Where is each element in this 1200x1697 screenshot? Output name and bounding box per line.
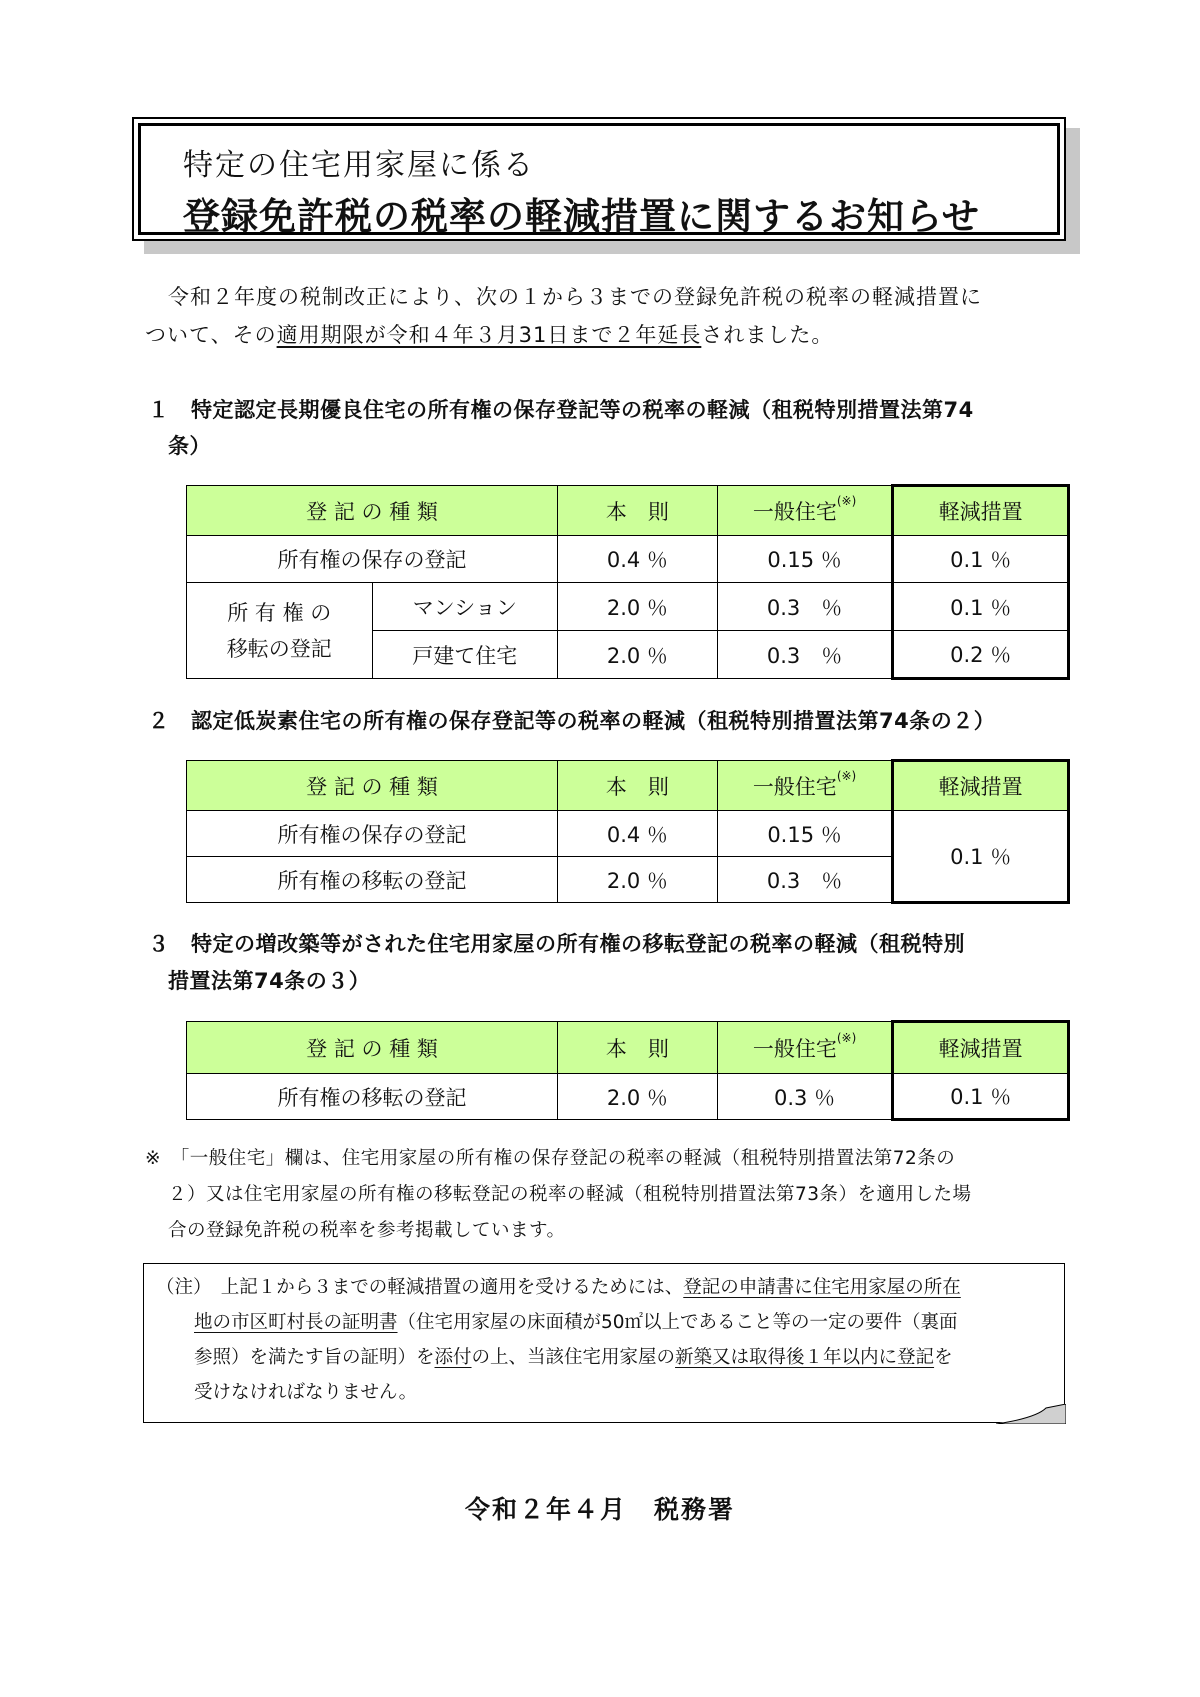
note-box xyxy=(143,1263,1065,1423)
cell-ippan: 0.3 ％ xyxy=(717,631,893,679)
header-ippan: 一般住宅(※) xyxy=(717,1022,893,1074)
title-box xyxy=(132,117,1066,241)
footnote-line-2: ２）又は住宅用家屋の所有権の移転登記の税率の軽減（租税特別措置法第73条）を適用した場 xyxy=(168,1184,972,1205)
table-row xyxy=(187,583,1069,631)
cell-type: 所有権の移転の登記 xyxy=(187,1074,558,1120)
cell-keigen: 0.1 ％ xyxy=(893,1074,1069,1120)
section1-heading-cont: 条） xyxy=(168,434,211,458)
intro-line-2 xyxy=(145,316,833,354)
table-header-row xyxy=(187,486,1069,536)
cell-ippan: 0.3 ％ xyxy=(717,1074,893,1120)
cell-honsoku: 2.0 ％ xyxy=(558,1074,718,1120)
intro-line-1: 令和２年度の税制改正により、次の１から３までの登録免許税の税率の軽減措置に xyxy=(168,285,982,309)
title-subtitle: 特定の住宅用家屋に係る xyxy=(183,148,535,183)
page-curl-icon xyxy=(996,1404,1066,1424)
cell-ippan: 0.15 ％ xyxy=(717,536,893,583)
header-type: 登 記 の 種 類 xyxy=(187,761,558,811)
cell-ippan: 0.3 ％ xyxy=(717,583,893,631)
cell-ippan: 0.3 ％ xyxy=(717,857,893,903)
table-row xyxy=(187,536,1069,583)
cell-honsoku: 2.0 ％ xyxy=(558,857,718,903)
cell-keigen: 0.1 ％ xyxy=(893,583,1069,631)
title-inner-frame xyxy=(138,123,1060,238)
table-header-row xyxy=(187,761,1069,811)
section1-table xyxy=(186,484,1070,680)
cell-group-label: 所 有 権 の 移転の登記 xyxy=(187,583,373,679)
cell-subtype: 戸建て住宅 xyxy=(372,631,558,679)
header-ippan: 一般住宅(※) xyxy=(717,761,893,811)
cell-ippan: 0.15 ％ xyxy=(717,811,893,857)
cell-honsoku: 2.0 ％ xyxy=(558,583,718,631)
cell-type: 所有権の保存の登記 xyxy=(187,811,558,857)
intro-underlined: 適用期限が令和４年３月31日まで２年延長 xyxy=(276,323,702,347)
footnote-line-3: 合の登録免許税の税率を参考掲載しています。 xyxy=(168,1220,566,1241)
header-keigen: 軽減措置 xyxy=(893,486,1069,536)
section1-heading: １ 特定認定長期優良住宅の所有権の保存登記等の税率の軽減（租税特別措置法第74 xyxy=(148,398,974,422)
footnote-line-1: ※ 「一般住宅」欄は、住宅用家屋の所有権の保存登記の税率の軽減（租税特別措置法第72条の xyxy=(145,1148,956,1169)
cell-honsoku: 2.0 ％ xyxy=(558,631,718,679)
section3-heading: ３ 特定の増改築等がされた住宅用家屋の所有権の移転登記の税率の軽減（租税特別 xyxy=(148,932,965,956)
cell-keigen: 0.1 ％ xyxy=(893,536,1069,583)
section3-heading-cont: 措置法第74条の３） xyxy=(168,969,371,993)
cell-honsoku: 0.4 ％ xyxy=(558,811,718,857)
cell-honsoku: 0.4 ％ xyxy=(558,536,718,583)
intro-text-end: されました。 xyxy=(701,323,834,347)
cell-subtype: マンション xyxy=(372,583,558,631)
date-signature: 令和２年４月 税務署 xyxy=(464,1495,735,1524)
section3-table xyxy=(186,1020,1070,1121)
table-row xyxy=(187,811,1069,857)
header-honsoku: 本 則 xyxy=(558,1022,718,1074)
header-type: 登 記 の 種 類 xyxy=(187,486,558,536)
header-honsoku: 本 則 xyxy=(558,761,718,811)
section2-heading: ２ 認定低炭素住宅の所有権の保存登記等の税率の軽減（租税特別措置法第74条の２） xyxy=(148,709,996,733)
table-header-row xyxy=(187,1022,1069,1074)
cell-type: 所有権の移転の登記 xyxy=(187,857,558,903)
header-ippan: 一般住宅(※) xyxy=(717,486,893,536)
note-text: （注） 上記１から３までの軽減措置の適用を受けるためには、登記の申請書に住宅用家屋の所在 地の市区町村長の証明書（住宅用家屋の床面積が50㎡以上であること等の一定の要件（裏面 参照）を満たす旨の証明）を添付の上、当該住宅用家屋の新築又は取得後１年以内に登記を 受けなければなりません。 xyxy=(156,1277,961,1403)
table-row xyxy=(187,1074,1069,1120)
header-honsoku: 本 則 xyxy=(558,486,718,536)
cell-type: 所有権の保存の登記 xyxy=(187,536,558,583)
cell-keigen: 0.1 ％ xyxy=(893,811,1069,903)
page-title: 登録免許税の税率の軽減措置に関するお知らせ xyxy=(183,195,980,238)
header-type: 登 記 の 種 類 xyxy=(187,1022,558,1074)
header-keigen: 軽減措置 xyxy=(893,761,1069,811)
cell-keigen: 0.2 ％ xyxy=(893,631,1069,679)
section2-table xyxy=(186,759,1070,904)
intro-text: ついて、その xyxy=(145,323,277,347)
header-keigen: 軽減措置 xyxy=(893,1022,1069,1074)
